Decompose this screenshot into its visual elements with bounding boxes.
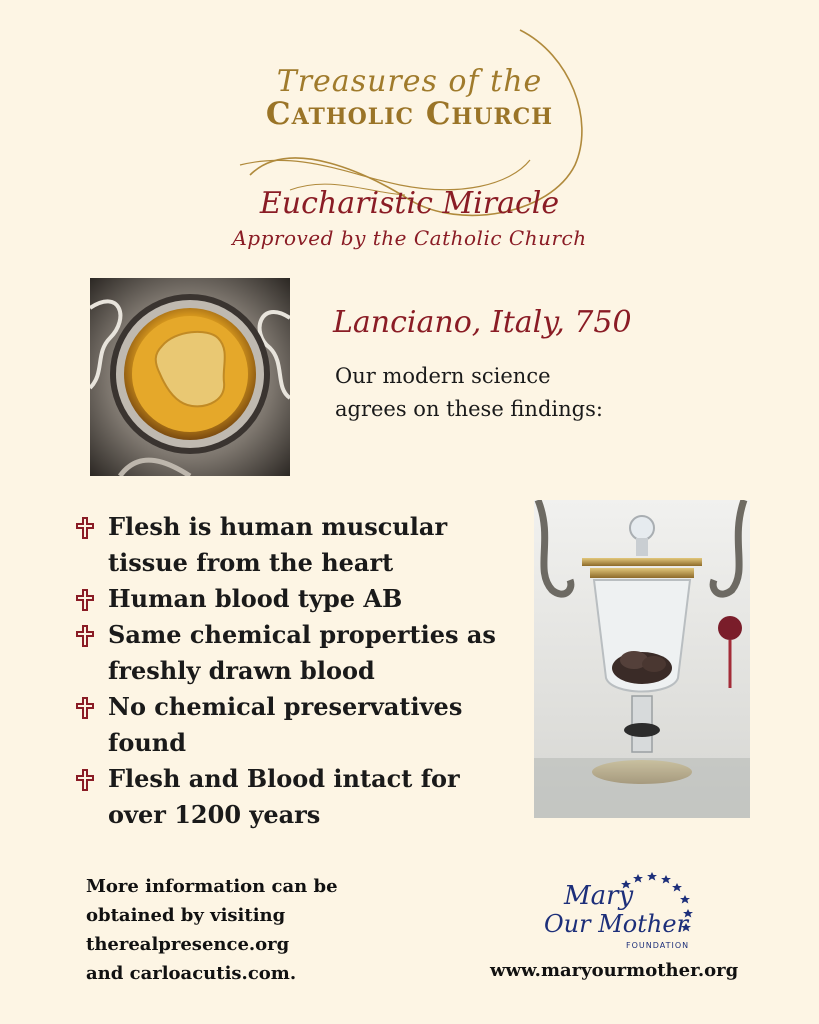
finding-item — [76, 581, 526, 617]
finding-line: Same chemical properties as — [108, 620, 496, 649]
finding-line: Human blood type AB — [108, 584, 403, 613]
finding-line: Flesh and Blood intact for — [108, 764, 460, 793]
cross-bullet-icon — [76, 769, 94, 791]
cross-bullet-icon — [76, 517, 94, 539]
header-script-title: Treasures of the — [276, 64, 543, 99]
intro-line: Our modern science — [335, 364, 551, 388]
mary-our-mother-foundation-logo — [540, 866, 700, 962]
more-info-text — [86, 872, 376, 988]
intro-text — [335, 360, 665, 426]
approved-subtitle: Approved by the Catholic Church — [232, 226, 587, 250]
logo-name-line1: Mary — [564, 881, 634, 911]
findings-list — [76, 509, 526, 833]
cross-bullet-icon — [76, 625, 94, 647]
more-info-line[interactable]: therealpresence.org — [86, 934, 290, 955]
finding-line: found — [108, 728, 187, 757]
finding-item — [76, 509, 526, 581]
foundation-website[interactable]: www.maryourmother.org — [490, 960, 739, 981]
miracle-title: Eucharistic Miracle — [259, 186, 560, 221]
header-main-title: Catholic Church — [265, 96, 554, 132]
finding-line: Flesh is human muscular — [108, 512, 448, 541]
finding-line: freshly drawn blood — [108, 656, 375, 685]
finding-item — [76, 617, 526, 689]
finding-line: over 1200 years — [108, 800, 321, 829]
more-info-line: obtained by visiting — [86, 905, 286, 926]
finding-line: No chemical preservatives — [108, 692, 463, 721]
cross-bullet-icon — [76, 589, 94, 611]
more-info-line: More information can be — [86, 876, 338, 897]
finding-item — [76, 761, 526, 833]
finding-line: tissue from the heart — [108, 548, 394, 577]
cross-bullet-icon — [76, 697, 94, 719]
logo-tagline: FOUNDATION — [626, 941, 690, 950]
miracle-location: Lanciano, Italy, 750 — [333, 305, 632, 340]
finding-item — [76, 689, 526, 761]
host-reliquary-image — [90, 278, 290, 476]
logo-name-line2: Our Mother — [544, 910, 689, 938]
intro-line: agrees on these findings: — [335, 397, 603, 421]
monstrance-chalice-image — [534, 500, 750, 818]
more-info-line[interactable]: and carloacutis.com. — [86, 963, 297, 984]
